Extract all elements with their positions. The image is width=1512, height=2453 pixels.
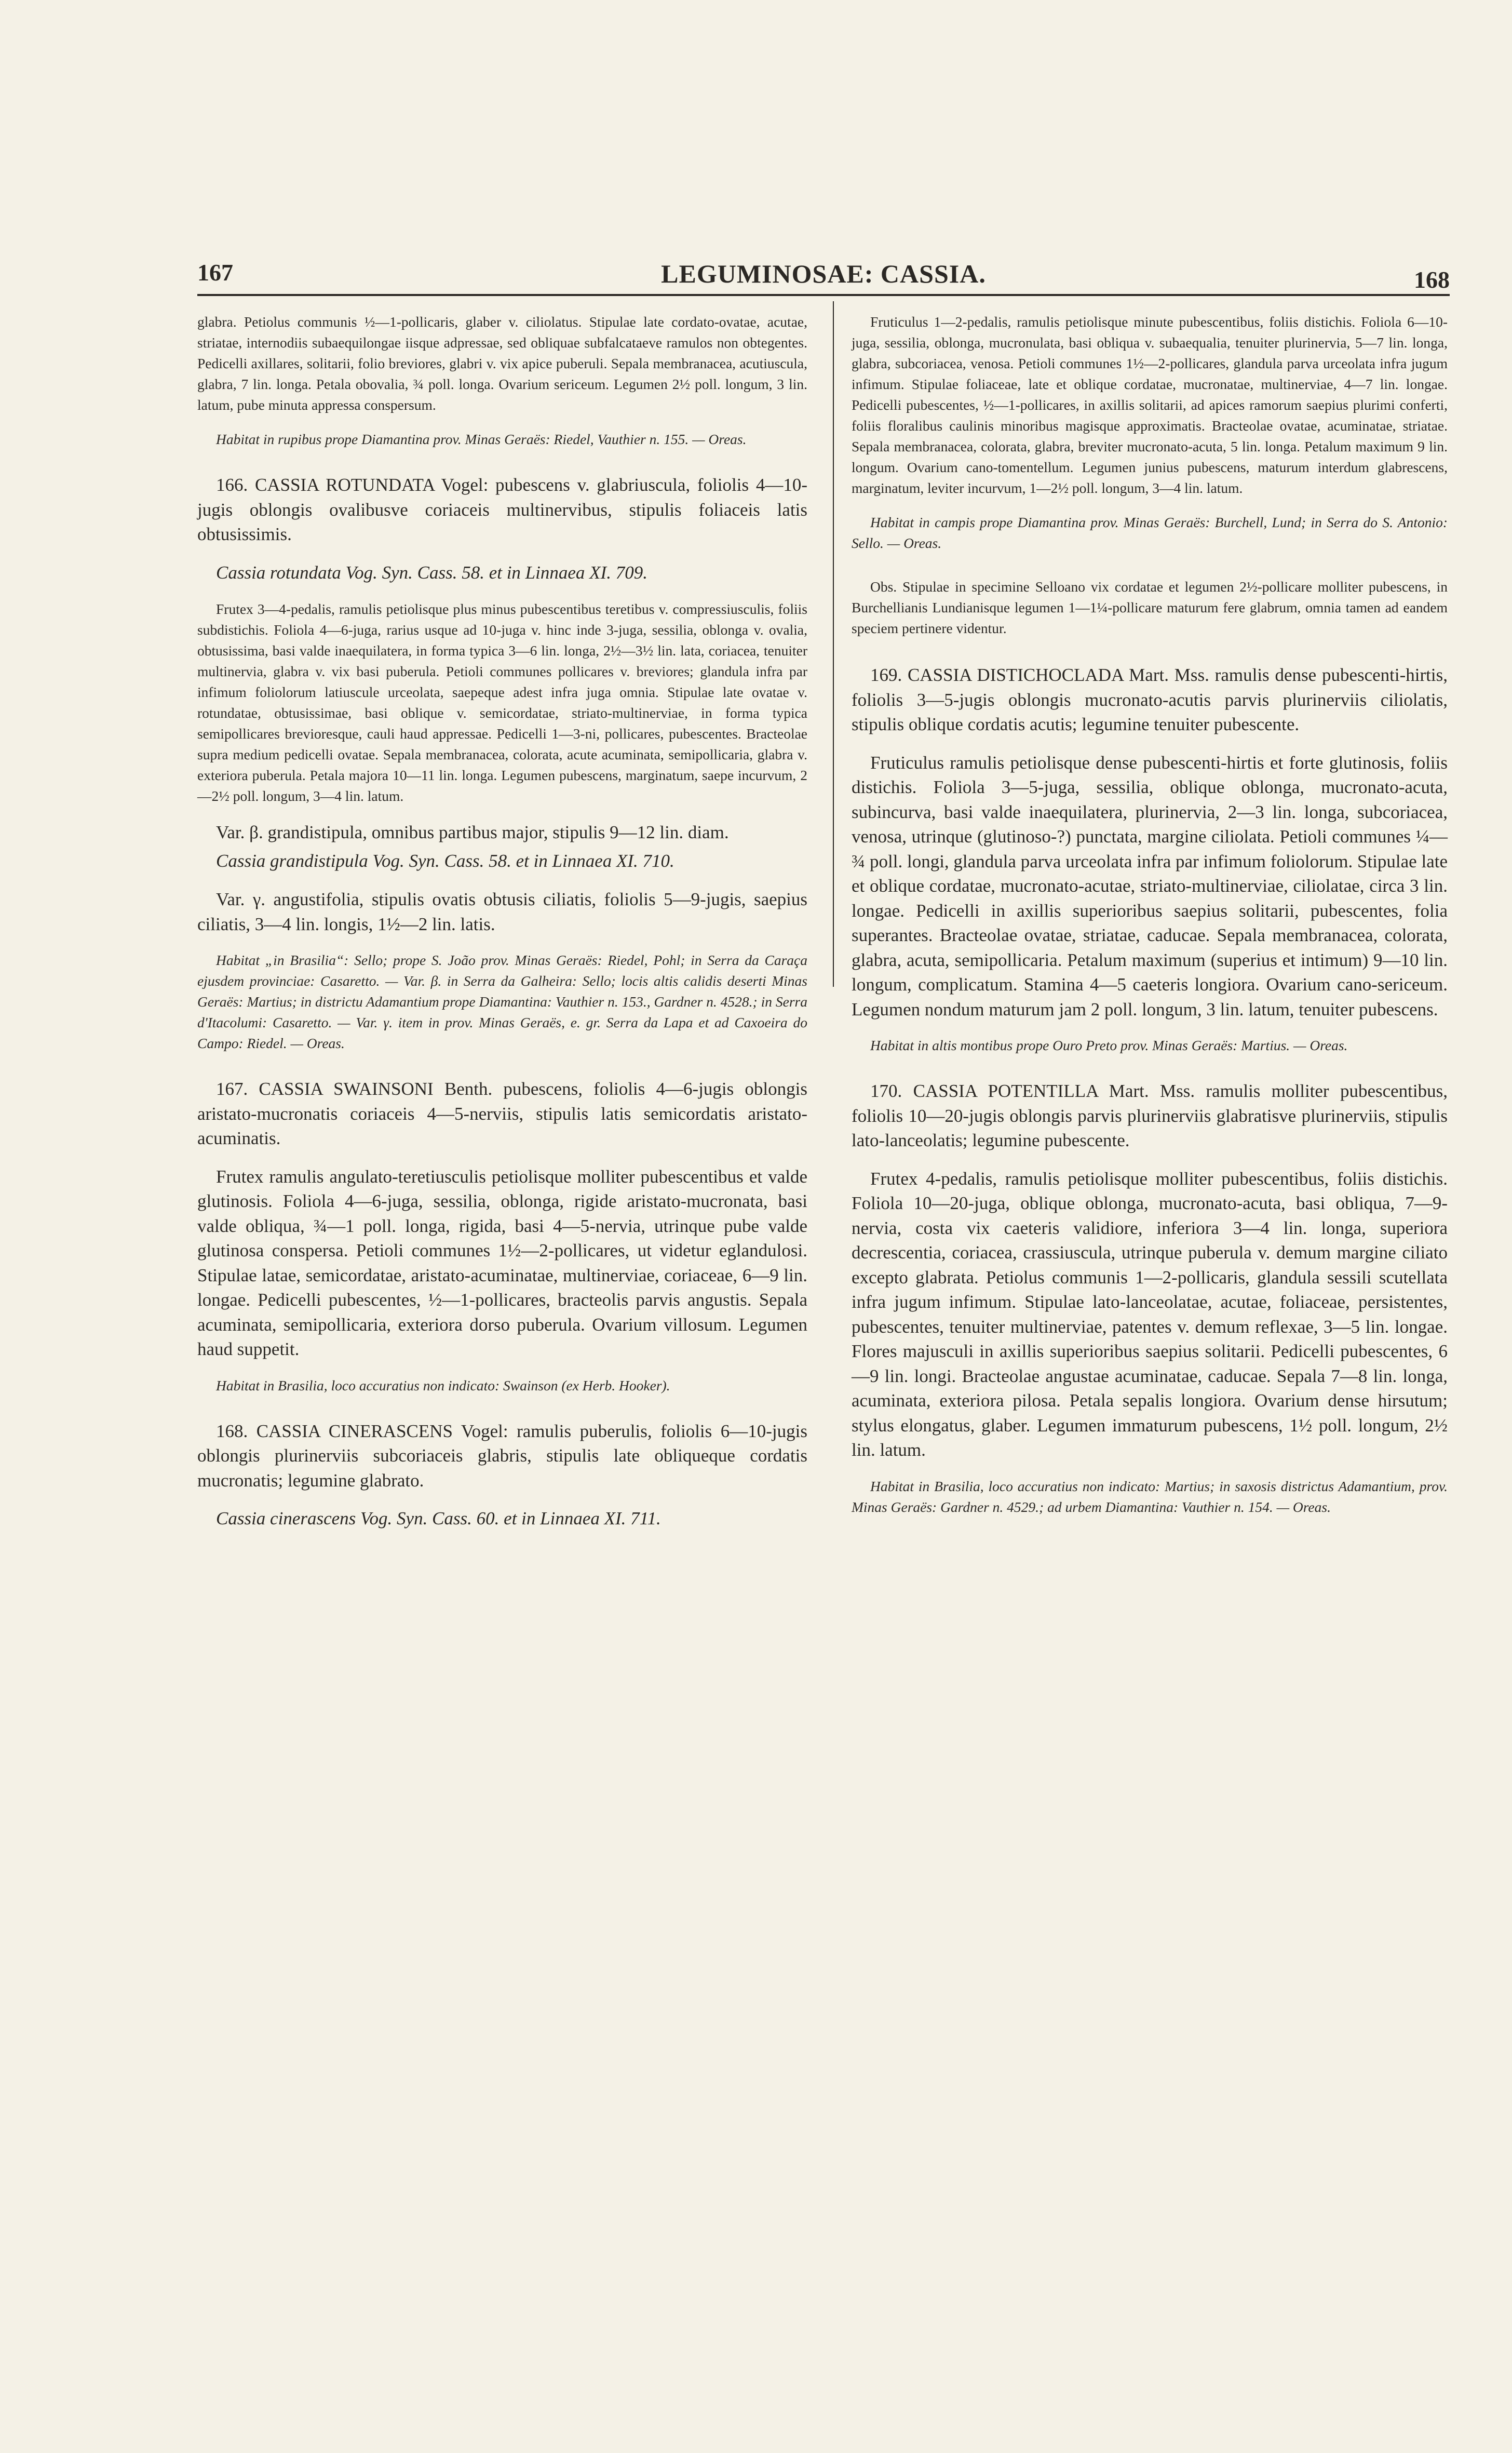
species-169-diagnosis: 169. CASSIA DISTICHOCLADA Mart. Mss. ramulis dense pubescenti-hirtis, foliolis 3—5-jugis oblongis mucronato-acutis parvis plurinerviis ciliolatis, stipulis oblique cordatis acutis; legumine tenuiter pubescente.	[852, 665, 1448, 734]
species-166-synonym: Cassia rotundata Vog. Syn. Cass. 58. et in Linnaea XI. 709.	[216, 562, 647, 583]
species-168-diagnosis: 168. CASSIA CINERASCENS Vogel: ramulis puberulis, foliolis 6—10-jugis oblongis plurinerviis subcoriaceis glabris, stipulis late obliqueque cordatis mucronatis; legumine glabrato.	[197, 1420, 807, 1491]
species-166-habitat: Habitat „in Brasilia“: Sello; prope S. João prov. Minas Geraës: Riedel, Pohl; in Serra da Caraça ejusdem provinciae: Casaretto. — Var. β. in Serra da Galheira: Sello; locis altis calidis deserti Minas Geraës: Martius; in districtu Adamantium prope Diamantina: Vauthier n. 153., Gardner n. 4528.; in Serra d'Itacolumi: Casaretto. — Var. γ. item in prov. Minas Geraës, e. gr. Serra da Lapa et ad Caxoeira do Campo: Riedel. — Oreas.	[197, 952, 807, 1051]
species-168-synonym: Cassia cinerascens Vog. Syn. Cass. 60. et in Linnaea XI. 711.	[216, 1508, 661, 1529]
page-number-right: 168	[1414, 266, 1450, 293]
species-166-diagnosis: 166. CASSIA ROTUNDATA Vogel: pubescens v. glabriuscula, foliolis 4—10-jugis oblongis ovalibusve coriaceis multinervibus, stipulis foliaceis latis obtusissimis.	[197, 475, 807, 544]
species-170-diagnosis: 170. CASSIA POTENTILLA Mart. Mss. ramulis molliter pubescentibus, foliolis 10—20-jugis oblongis parvis plurinerviis glabratisve plurinerviis, stipulis lato-lanceolatis; legumine pubescente.	[852, 1081, 1448, 1150]
species-166-variety-gamma: Var. γ. angustifolia, stipulis ovatis obtusis ciliatis, foliolis 5—9-jugis, saepius ciliatis, 3—4 lin. longis, 1½—2 lin. latis.	[197, 889, 807, 934]
page-header	[197, 259, 1450, 295]
running-title: LEGUMINOSAE: CASSIA.	[661, 259, 986, 288]
species-169-description: Fruticulus ramulis petiolisque dense pubescenti-hirtis et forte glutinosis, foliis distichis. Foliola 3—5-juga, sessilia, oblique oblonga, mucronato-acuta, subincurva, basi valde inaequilatera, plurinervia, 2—3 lin. longa, subcoriacea, venosa, utrinque (glutinoso-?) punctata, margine ciliolata. Petioli communes ¼—¾ poll. longi, glandula parva urceolata infra par infimum foliolorum. Stipulae late et oblique cordatae, mucronato-acutae, striato-multinerviae, ciliolatae, circa 3 lin. longae. Pedicelli in axillis superioribus saepius solitarii, pubescentes, folia superantes. Bracteolae ovatae, striatae, caducae. Sepala membranacea, colorata, glabra, acuta, semipollicaria. Petalum maximum (superius et intimum) 9—10 lin. longum, complicatum. Stamina 4—5 caeteris longiora. Ovarium cano-sericeum. Legumen nondum maturum jam 2 poll. longum, 3 lin. latum, tenuiter pubescens.	[852, 752, 1448, 1020]
species-167-description: Frutex ramulis angulato-teretiusculis petiolisque molliter pubescentibus et valde glutinosis. Foliola 4—6-juga, sessilia, oblonga, rigide aristato-mucronata, basi valde obliqua, ¾—1 poll. longa, rigida, basi 4—5-nervia, utrinque pube valde glutinosa conspersa. Petioli communes 1½—2-pollicares, ut videtur eglandulosi. Stipulae latae, semicordatae, aristato-acuminatae, multinerviae, coriaceae, 6—9 lin. longae. Pedicelli pubescentes, ½—1-pollicares, bracteolis parvis angustis. Sepala acuminata, semipollicaria, exteriora dorso puberula. Ovarium villosum. Legumen haud suppetit.	[197, 1166, 807, 1359]
species-170-habitat: Habitat in Brasilia, loco accuratius non indicato: Martius; in saxosis districtus Adamantium, prov. Minas Geraës: Gardner n. 4529.; ad urbem Diamantina: Vauthier n. 154. — Oreas.	[852, 1478, 1448, 1515]
species-168-description: Fruticulus 1—2-pedalis, ramulis petiolisque minute pubescentibus, foliis distichis. Foliola 6—10-juga, sessilia, oblonga, mucronulata, basi obliqua v. subaequalia, tenuiter plurinervia, 5—7 lin. longa, glabra, subcoriacea, venosa. Petioli communes 1½—2-pollicares, glandula parva urceolata infra jugum infimum. Stipulae foliaceae, late et oblique cordatae, mucronatae, multinerviae, 4—7 lin. longae. Pedicelli pubescentes, ½—1-pollicares, in axillis solitarii, ad apices ramorum saepius plurimi conferti, foliis floralibus caulinis minoribus magisque approximatis. Bracteolae ovatae, acuminatae, striatae. Sepala membranacea, colorata, glabra, breviter mucronato-acuta, 5 lin. longa. Petalum maximum 9 lin. longum. Ovarium cano-tomentellum. Legumen junius pubescens, maturum interdum glabrescens, marginatum, leviter incurvum, 1—2½ poll. longum, 3—4 lin. latum.	[852, 314, 1448, 496]
species-167-habitat: Habitat in Brasilia, loco accuratius non indicato: Swainson (ex Herb. Hooker).	[216, 1377, 670, 1393]
page-number-left: 167	[197, 259, 233, 286]
species-166-variety-beta: Var. β. grandistipula, omnibus partibus major, stipulis 9—12 lin. diam.	[216, 822, 729, 842]
species-166-description: Frutex 3—4-pedalis, ramulis petiolisque plus minus pubescentibus teretibus v. compressiusculis, foliis subdistichis. Foliola 4—6-juga, rarius usque ad 10-juga v. hinc inde 3-juga, sessilia, oblonga v. ovalia, obtusissima, basi valde inaequilatera, in forma typica 3—6 lin. longa, 2½—3½ lin. lata, coriacea, tenuiter multinervia, glabra v. vix basi puberula. Petioli communes pollicares v. breviores; glandula infra par infimum foliolorum latiuscule urceolata, saepeque adest infra juga omnia. Stipulae late ovatae v. rotundatae, obtusissimae, basi oblique v. semicordatae, striato-multinerviae, in forma typica semipollicares brevioresque, cauli haud appressae. Pedicelli 1—3-ni, pollicares, pubescentes. Bracteolae supra medium pedicelli ovatae. Sepala membranacea, colorata, acute acuminata, semipollicaria, glabra v. exteriora puberula. Petala majora 10—11 lin. longa. Legumen pubescens, marginatum, saepe incurvum, 2—2½ poll. longum, 3—4 lin. latum.	[197, 600, 807, 804]
header-rule	[197, 294, 1450, 296]
species-168-habitat: Habitat in campis prope Diamantina prov. Minas Geraës: Burchell, Lund; in Serra do S. Antonio: Sello. — Oreas.	[852, 514, 1448, 551]
species-170-description: Frutex 4-pedalis, ramulis petiolisque molliter pubescentibus, foliis distichis. Foliola 10—20-juga, oblique oblonga, mucronato-acuta, basi obliqua, 7—9-nervia, costa vix caeteris validiore, inferiora 3—4 lin. longa, superiora decrescentia, coriacea, crassiuscula, utrinque puberula v. demum margine ciliato excepto glabrata. Petiolus communis 1—2-pollicaris, glandula sessili scutellata infra jugum infimum. Stipulae lato-lanceolatae, acutae, foliaceae, persistentes, pubescentes, tenuiter multinerviae, patentes v. demum reflexae, 3—5 lin. longae. Flores majusculi in axillis superioribus saepius solitarii. Pedicelli pubescentes, 6—9 lin. longi. Bracteolae angustae acuminatae, caducae. Sepala 7—8 lin. longa, acuminata, exteriora pilosa. Petala sepalis longiora. Ovarium dense hirsutum; stylus elongatus, glaber. Legumen immaturum pubescens, 1½ poll. longum, 2½ lin. latum.	[852, 1168, 1448, 1460]
species-168-observation: Obs. Stipulae in specimine Selloano vix cordatae et legumen 2½-pollicare molliter pubescens, in Burchellianis Lundianisque legumen 1—1¼-pollicare maturum fere glabrum, omnia tamen ad eandem speciem pertinere videntur.	[852, 579, 1448, 636]
left-column	[197, 312, 807, 1545]
column-divider	[833, 301, 834, 987]
habitat-note: Habitat in rupibus prope Diamantina prov. Minas Geraës: Riedel, Vauthier n. 155. — Oreas.	[216, 431, 747, 447]
continued-description: glabra. Petiolus communis ½—1-pollicaris, glaber v. ciliolatus. Stipulae late cordato-ovatae, acutae, striatae, internodiis subaequilongae iisque adpressae, sed obliquae subfalcataeve ramulos non obtegentes. Pedicelli axillares, solitarii, folio breviores, glabri v. vix apice puberuli. Sepala membranacea, acutiuscula, glabra, 7 lin. longa. Petala obovalia, ¾ poll. longa. Ovarium sericeum. Legumen 2½ poll. longum, 3 lin. latum, pube minuta appressa conspersum.	[197, 314, 807, 413]
species-166-variety-beta-synonym: Cassia grandistipula Vog. Syn. Cass. 58. et in Linnaea XI. 710.	[216, 851, 674, 871]
species-167-diagnosis: 167. CASSIA SWAINSONI Benth. pubescens, foliolis 4—6-jugis oblongis aristato-mucronatis coriaceis 4—5-nerviis, stipulis latis semicordatis aristato-acuminatis.	[197, 1079, 807, 1148]
species-169-habitat: Habitat in altis montibus prope Ouro Preto prov. Minas Geraës: Martius. — Oreas.	[870, 1037, 1348, 1053]
right-column	[852, 312, 1448, 1540]
